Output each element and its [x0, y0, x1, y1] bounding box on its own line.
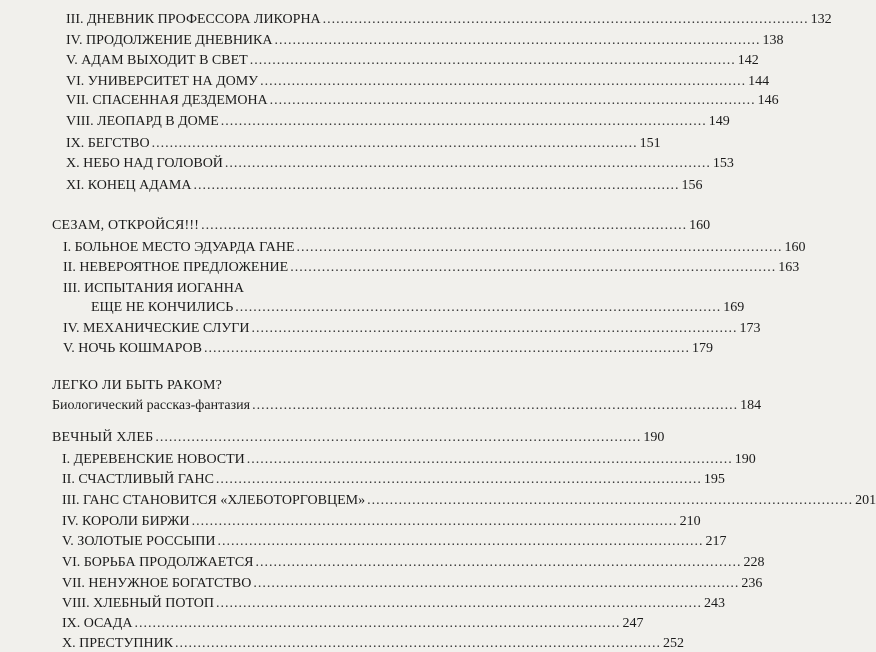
- toc-entry-page: 236: [741, 576, 763, 591]
- toc-entry-page: 184: [740, 398, 762, 413]
- toc-entry-title: IV. ПРОДОЛЖЕНИЕ ДНЕВНИКА: [66, 33, 273, 48]
- toc-entry: XI. КОНЕЦ АДАМА ............................................................................................................ 156: [66, 178, 703, 193]
- toc-section-title: СЕЗАМ, ОТКРОЙСЯ!!!: [52, 218, 200, 233]
- toc-entry-title: II. СЧАСТЛИВЫЙ ГАНС: [62, 472, 214, 487]
- toc-entry-title: XI. КОНЕЦ АДАМА: [66, 178, 192, 193]
- toc-entry: IX. ОСАДА ............................................................................................................ 247: [62, 616, 644, 631]
- toc-entry-title: II. НЕВЕРОЯТНОЕ ПРЕДЛОЖЕНИЕ: [63, 260, 289, 275]
- toc-entry: VI. УНИВЕРСИТЕТ НА ДОМУ ............................................................................................................ 144: [66, 74, 770, 89]
- toc-entry-title: VI. БОРЬБА ПРОДОЛЖАЕТСЯ: [62, 555, 254, 570]
- toc-entry-title: V. АДАМ ВЫХОДИТ В СВЕТ: [66, 53, 248, 68]
- toc-entry-page: 160: [689, 218, 711, 233]
- toc-entry: VI. БОРЬБА ПРОДОЛЖАЕТСЯ ............................................................................................................ 228: [62, 555, 765, 570]
- toc-entry-page: 149: [708, 114, 730, 129]
- toc-entry-title: VIII. ХЛЕБНЫЙ ПОТОП: [62, 596, 215, 611]
- toc-entry-page: 169: [723, 300, 745, 315]
- toc-entry-page: 163: [778, 260, 800, 275]
- toc-entry-page: 228: [743, 555, 765, 570]
- toc-entry: II. СЧАСТЛИВЫЙ ГАНС ............................................................................................................ 195: [62, 472, 725, 487]
- toc-entry: VII. СПАСЕННАЯ ДЕЗДЕМОНА ............................................................................................................ 146: [66, 93, 779, 108]
- toc-entry-page: 210: [679, 514, 701, 529]
- toc-entry-title: VII. СПАСЕННАЯ ДЕЗДЕМОНА: [66, 93, 268, 108]
- toc-entry-page: 144: [748, 74, 770, 89]
- toc-entry-title: VIII. ЛЕОПАРД В ДОМЕ: [66, 114, 219, 129]
- toc-section: [52, 378, 312, 394]
- toc-entry-title: III. ИСПЫТАНИЯ ИОГАННА: [63, 281, 245, 296]
- toc-entry-title: X. ПРЕСТУПНИК: [62, 636, 174, 651]
- toc-entry-page: 190: [643, 430, 665, 445]
- toc-entry-title: I. ДЕРЕВЕНСКИЕ НОВОСТИ: [62, 452, 245, 467]
- toc-entry-title: V. НОЧЬ КОШМАРОВ: [63, 341, 203, 356]
- toc-section-subtitle: Биологический рассказ-фантазия: [52, 398, 251, 413]
- toc-entry: I. БОЛЬНОЕ МЕСТО ЭДУАРДА ГАНЕ ............................................................................................................ 160: [63, 240, 806, 255]
- toc-entry-page: 252: [663, 636, 685, 651]
- toc-entry: VII. НЕНУЖНОЕ БОГАТСТВО ............................................................................................................ 236: [62, 576, 763, 591]
- toc-entry: VIII. ЛЕОПАРД В ДОМЕ ............................................................................................................ 149: [66, 114, 730, 129]
- toc-entry-page: 190: [734, 452, 756, 467]
- toc-entry: X. НЕБО НАД ГОЛОВОЙ ............................................................................................................ 153: [66, 156, 734, 171]
- toc-entry-title: III. ГАНС СТАНОВИТСЯ «ХЛЕБОТОРГОВЦЕМ»: [62, 493, 366, 508]
- toc-entry: Биологический рассказ-фантазия ............................................................................................................ 184: [52, 398, 762, 413]
- toc-entry-page: 156: [681, 178, 703, 193]
- toc-section: СЕЗАМ, ОТКРОЙСЯ!!! ............................................................................................................ 160: [52, 218, 711, 233]
- toc-entry-page: 243: [704, 596, 726, 611]
- toc-entry-page: 195: [703, 472, 725, 487]
- toc-entry-page: 160: [784, 240, 806, 255]
- toc-entry: IV. ПРОДОЛЖЕНИЕ ДНЕВНИКА ............................................................................................................ 138: [66, 33, 784, 48]
- toc-entry: V. ЗОЛОТЫЕ РОССЫПИ ............................................................................................................ 217: [62, 534, 727, 549]
- toc-entry: IV. КОРОЛИ БИРЖИ ............................................................................................................ 210: [62, 514, 701, 529]
- toc-section-title: ВЕЧНЫЙ ХЛЕБ: [52, 430, 154, 445]
- toc-entry-page: 179: [692, 341, 714, 356]
- toc-entry: V. АДАМ ВЫХОДИТ В СВЕТ ............................................................................................................ 142: [66, 53, 759, 68]
- toc-entry-title: X. НЕБО НАД ГОЛОВОЙ: [66, 156, 223, 171]
- toc-entry: II. НЕВЕРОЯТНОЕ ПРЕДЛОЖЕНИЕ ............................................................................................................ 163: [63, 260, 800, 275]
- toc-entry: VIII. ХЛЕБНЫЙ ПОТОП ............................................................................................................ 243: [62, 596, 726, 611]
- toc-entry-line1: [63, 281, 313, 297]
- toc-entry-title: IX. БЕГСТВО: [66, 136, 150, 151]
- toc-entry-page: 153: [712, 156, 734, 171]
- toc-section: ВЕЧНЫЙ ХЛЕБ ............................................................................................................ 190: [52, 430, 665, 445]
- toc-entry-title: IV. МЕХАНИЧЕСКИЕ СЛУГИ: [63, 321, 250, 336]
- toc-entry: III. ДНЕВНИК ПРОФЕССОРА ЛИКОРНА ............................................................................................................ 132: [66, 12, 832, 27]
- toc-entry: IV. МЕХАНИЧЕСКИЕ СЛУГИ ............................................................................................................ 173: [63, 321, 761, 336]
- toc-entry: X. ПРЕСТУПНИК ............................................................................................................ 252: [62, 636, 685, 651]
- toc-entry-title: III. ДНЕВНИК ПРОФЕССОРА ЛИКОРНА: [66, 12, 321, 27]
- toc-entry-page: 247: [622, 616, 644, 631]
- toc-section-title: ЛЕГКО ЛИ БЫТЬ РАКОМ?: [52, 378, 223, 393]
- toc-entry-page: 142: [737, 53, 759, 68]
- toc-entry: I. ДЕРЕВЕНСКИЕ НОВОСТИ ............................................................................................................ 190: [62, 452, 756, 467]
- toc-entry-page: 173: [739, 321, 761, 336]
- toc-entry-title: V. ЗОЛОТЫЕ РОССЫПИ: [62, 534, 216, 549]
- toc-entry: III. ГАНС СТАНОВИТСЯ «ХЛЕБОТОРГОВЦЕМ» ............................................................................................................ 201: [62, 493, 876, 508]
- toc-entry: IX. БЕГСТВО ............................................................................................................ 151: [66, 136, 661, 151]
- toc-entry-page: 217: [705, 534, 727, 549]
- toc-entry-page: 132: [810, 12, 832, 27]
- toc-entry-title: IV. КОРОЛИ БИРЖИ: [62, 514, 190, 529]
- toc-entry-title-continued: ЕЩЕ НЕ КОНЧИЛИСЬ: [91, 300, 234, 315]
- toc-entry: V. НОЧЬ КОШМАРОВ ............................................................................................................ 179: [63, 341, 714, 356]
- toc-entry: ЕЩЕ НЕ КОНЧИЛИСЬ ............................................................................................................ 169: [91, 300, 745, 315]
- toc-entry-page: 138: [762, 33, 784, 48]
- toc-entry-page: 201: [855, 493, 876, 508]
- toc-entry-title: VI. УНИВЕРСИТЕТ НА ДОМУ: [66, 74, 259, 89]
- toc-entry-page: 146: [757, 93, 779, 108]
- toc-entry-page: 151: [639, 136, 661, 151]
- toc-entry-title: VII. НЕНУЖНОЕ БОГАТСТВО: [62, 576, 252, 591]
- toc-entry-title: IX. ОСАДА: [62, 616, 133, 631]
- toc-entry-title: I. БОЛЬНОЕ МЕСТО ЭДУАРДА ГАНЕ: [63, 240, 295, 255]
